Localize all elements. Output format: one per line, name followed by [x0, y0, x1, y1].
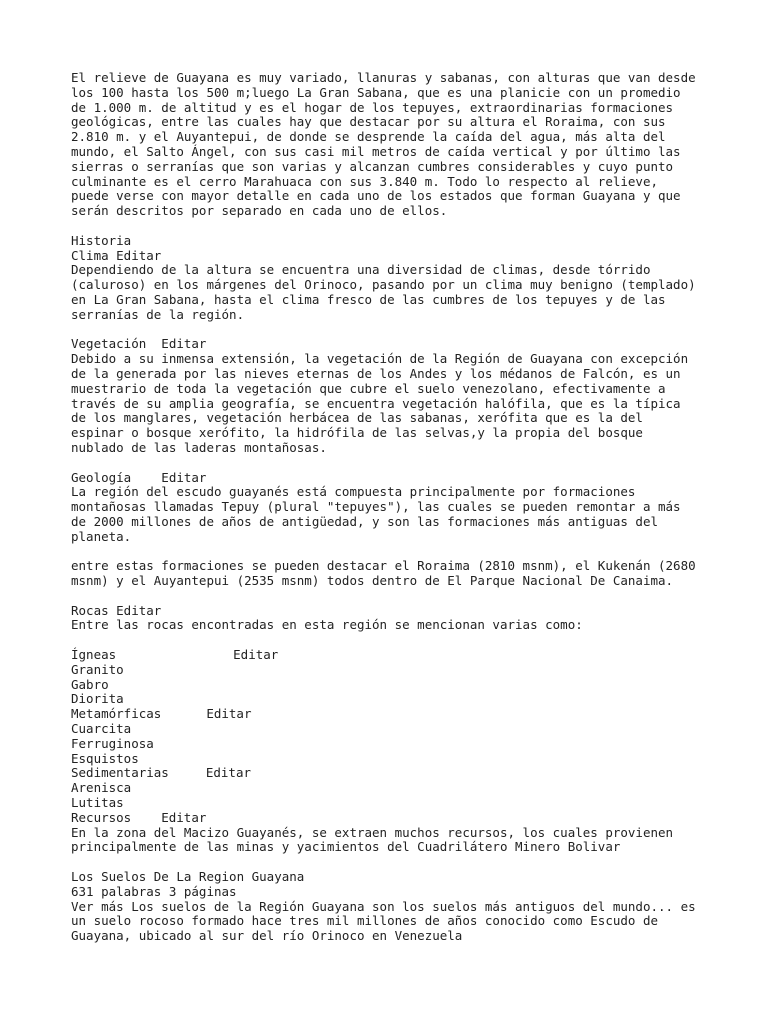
edit-link[interactable]: Editar — [206, 706, 252, 722]
text-line: (caluroso) en los márgenes del Orinoco, pasando por un clima muy benigno (templado) — [71, 277, 696, 293]
text-line: en La Gran Sabana, hasta el clima fresco de las cumbres de los tepuyes y de las — [71, 291, 666, 307]
rock-category-label: Metamórficas — [71, 706, 162, 722]
rock-item: Ferruginosa — [71, 735, 154, 751]
text-line: puede verse con mayor detalle en cada uno de los estados que forman Guayana y que — [71, 188, 681, 204]
text-line: través de su amplia geografía, se encuentra vegetación halófila, que es la típica — [71, 395, 681, 411]
text-line: La región del escudo guayanés está compuesta principalmente por formaciones — [71, 484, 636, 500]
section-heading-historia: Historia — [71, 232, 132, 248]
text-line: Debido a su inmensa extensión, la vegetación de la Región de Guayana con excepción — [71, 351, 689, 367]
text-line: montañosas llamadas Tepuy (plural "tepuyes"), las cuales se pueden remontar a más — [71, 499, 681, 515]
text-line: serán descritos por separado en cada uno de ellos. — [71, 203, 448, 219]
related-document-meta: 631 palabras 3 páginas — [71, 883, 237, 899]
text-line: serranías de la región. — [71, 306, 245, 322]
section-heading-rocas: Rocas Editar — [71, 602, 162, 618]
rock-item: Arenisca — [71, 780, 132, 796]
section-heading-label: Recursos — [71, 809, 132, 825]
edit-link[interactable]: Editar — [161, 809, 207, 825]
text-line: Dependiendo de la altura se encuentra una diversidad de climas, desde tórrido — [71, 262, 651, 278]
rock-category-metamorficas — [71, 707, 711, 722]
text-line: geológicas, entre las cuales hay que destacar por su altura el Roraima, con sus — [71, 114, 666, 130]
text-line: entre estas formaciones se pueden destacar el Roraima (2810 msnm), el Kukenán (2680 — [71, 558, 696, 574]
rock-item: Granito — [71, 661, 124, 677]
text-line: de 2000 millones de años de antigüedad, y son las formaciones más antiguas del — [71, 513, 658, 529]
document-body — [71, 71, 711, 944]
spacer — [71, 456, 711, 471]
spacer — [71, 323, 711, 338]
text-line: de 1.000 m. de altitud y es el hogar de los tepuyes, extraordinarias formaciones — [71, 99, 674, 115]
text-line: muestrario de toda la vegetación que cubre el suelo venezolano, efectivamente a — [71, 380, 666, 396]
spacer — [71, 589, 711, 604]
text-line: Entre las rocas encontradas en esta región se mencionan varias como: — [71, 617, 583, 633]
text-line: En la zona del Macizo Guayanés, se extraen muchos recursos, los cuales provienen — [71, 824, 674, 840]
text-line: El relieve de Guayana es muy variado, llanuras y sabanas, con alturas que van desde — [71, 70, 696, 85]
vegetacion-section — [71, 337, 711, 455]
rock-category-label: Ígneas — [71, 647, 117, 663]
spacer — [71, 545, 711, 560]
text-line: de la generada por las nieves eternas de los Andes y los médanos de Falcón, es un — [71, 365, 681, 381]
text-line: culminante es el cerro Marahuaca con sus 3.840 m. Todo lo respecto al relieve, — [71, 173, 658, 189]
text-line: Guayana, ubicado al sur del río Orinoco en Venezuela — [71, 928, 463, 944]
rocas-section — [71, 604, 711, 811]
edit-link[interactable]: Editar — [205, 765, 251, 781]
spacer — [71, 855, 711, 870]
recursos-section — [71, 811, 711, 855]
text-line: de los manglares, vegetación herbácea de las sabanas, xerófita que es la del — [71, 410, 643, 426]
text-line: nublado de las laderas montañosas. — [71, 439, 327, 455]
section-heading-recursos — [71, 811, 711, 826]
geologia-section — [71, 471, 711, 589]
historia-section — [71, 234, 711, 323]
text-line: msnm) y el Auyantepui (2535 msnm) todos dentro de El Parque Nacional De Canaima. — [71, 573, 674, 589]
section-heading-geologia: Geología Editar — [71, 469, 207, 485]
rock-item: Lutitas — [71, 795, 124, 811]
section-heading-vegetacion: Vegetación Editar — [71, 336, 207, 352]
rock-item: Gabro — [71, 676, 109, 692]
text-line: principalmente de las minas y yacimientos del Cuadrilátero Minero Bolivar — [71, 839, 621, 855]
rock-item: Esquistos — [71, 750, 139, 766]
rock-category-sedimentarias — [71, 766, 711, 781]
suelos-section — [71, 870, 711, 944]
rock-item: Diorita — [71, 691, 124, 707]
rock-category-igneas — [71, 648, 711, 663]
spacer — [71, 633, 711, 648]
rock-item: Cuarcita — [71, 721, 132, 737]
text-line: planeta. — [71, 528, 132, 544]
spacer — [71, 219, 711, 234]
text-line: espinar o bosque xerófito, la hidrófila de las selvas,y la propia del bosque — [71, 425, 643, 441]
text-line: Ver más Los suelos de la Región Guayana son los suelos más antiguos del mundo... es — [71, 898, 696, 914]
section-heading-clima: Clima Editar — [71, 247, 162, 263]
related-document-title[interactable]: Los Suelos De La Region Guayana — [71, 869, 305, 885]
edit-link[interactable]: Editar — [233, 647, 279, 663]
relieve-paragraph — [71, 71, 711, 219]
text-line: sierras o serranías que son varias y alcanzan cumbres considerables y cuyo punto — [71, 158, 674, 174]
text-line: 2.810 m. y el Auyantepui, de donde se desprende la caída del agua, más alta del — [71, 129, 666, 145]
text-line: mundo, el Salto Ángel, con sus casi mil metros de caída vertical y por último las — [71, 143, 681, 159]
text-line: un suelo rocoso formado hace tres mil millones de años conocido como Escudo de — [71, 913, 658, 929]
rock-category-label: Sedimentarias — [71, 765, 169, 781]
text-line: los 100 hasta los 500 m;luego La Gran Sabana, que es una planicie con un promedio — [71, 84, 681, 100]
